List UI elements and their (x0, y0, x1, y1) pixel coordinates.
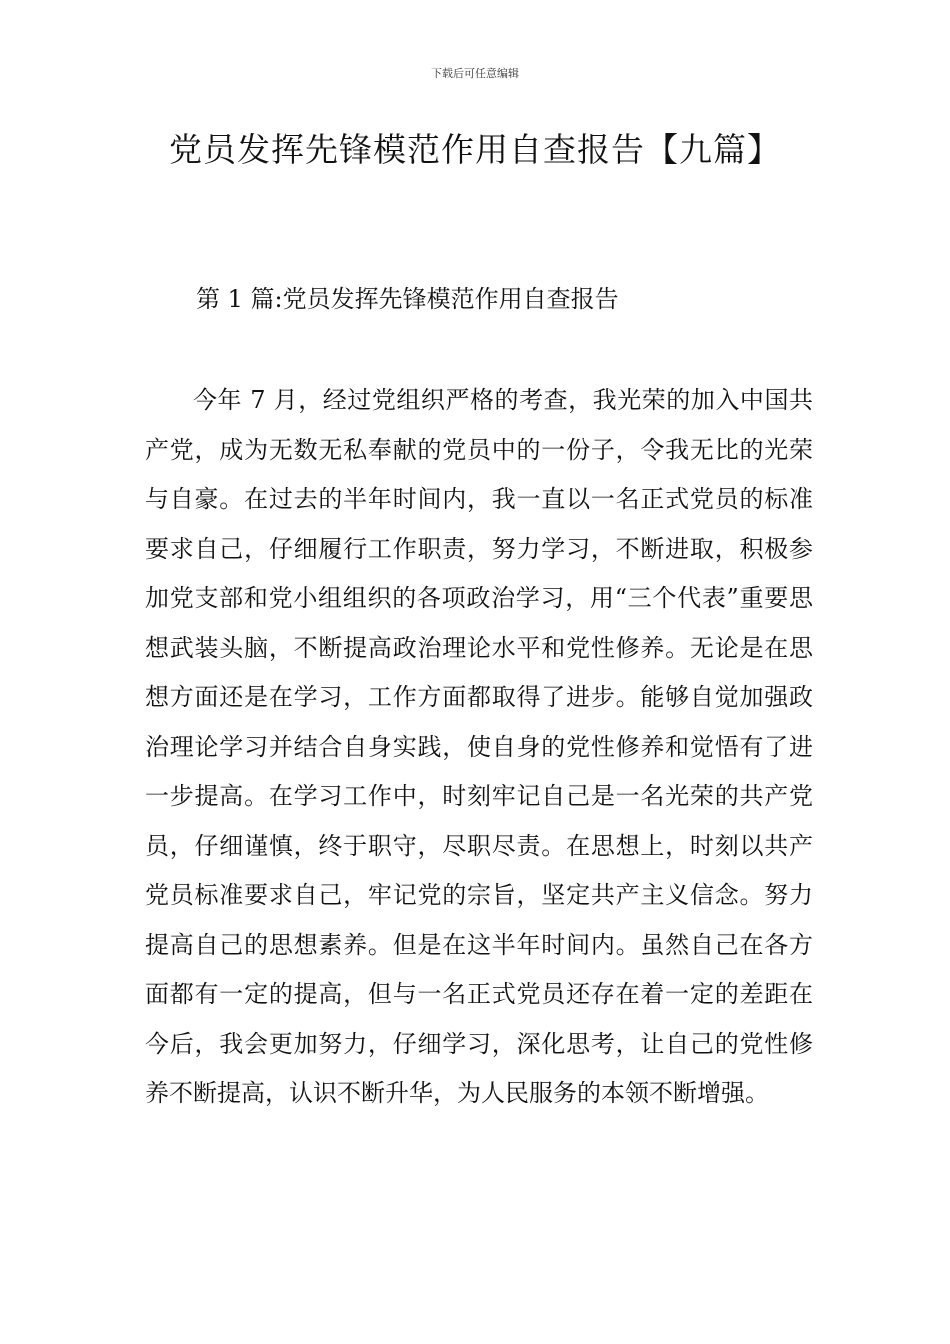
body-paragraph: 今年 7 月，经过党组织严格的考查，我光荣的加入中国共产党，成为无数无私奉献的党员中的一份子，令我无比的光荣与自豪。在过去的半年时间内，我一直以一名正式党员的标准要求自己，仔细履行工作职责，努力学习，不断进取，积极参加党支部和党小组组织的各项政治学习，用“三个代表”重要思想武装头脑，不断提高政治理论水平和党性修养。无论是在思想方面还是在学习，工作方面都取得了进步。能够自觉加强政治理论学习并结合自身实践，使自身的党性修养和觉悟有了进一步提高。在学习工作中，时刻牢记自己是一名光荣的共产党员，仔细谨慎，终于职守，尽职尽责。在思想上，时刻以共产党员标准要求自己，牢记党的宗旨，坚定共产主义信念。努力提高自己的思想素养。但是在这半年时间内。虽然自己在各方面都有一定的提高，但与一名正式党员还存在着一定的差距在今后，我会更加努力，仔细学习，深化思考，让自己的党性修养不断提高，认识不断升华，为人民服务的本领不断增强。 (145, 386, 813, 1107)
document-title: 党员发挥先锋模范作用自查报告【九篇】 (169, 130, 781, 169)
section-heading: 第 1 篇:党员发挥先锋模范作用自查报告 (196, 285, 619, 313)
header-note: 下载后可任意编辑 (431, 67, 519, 80)
